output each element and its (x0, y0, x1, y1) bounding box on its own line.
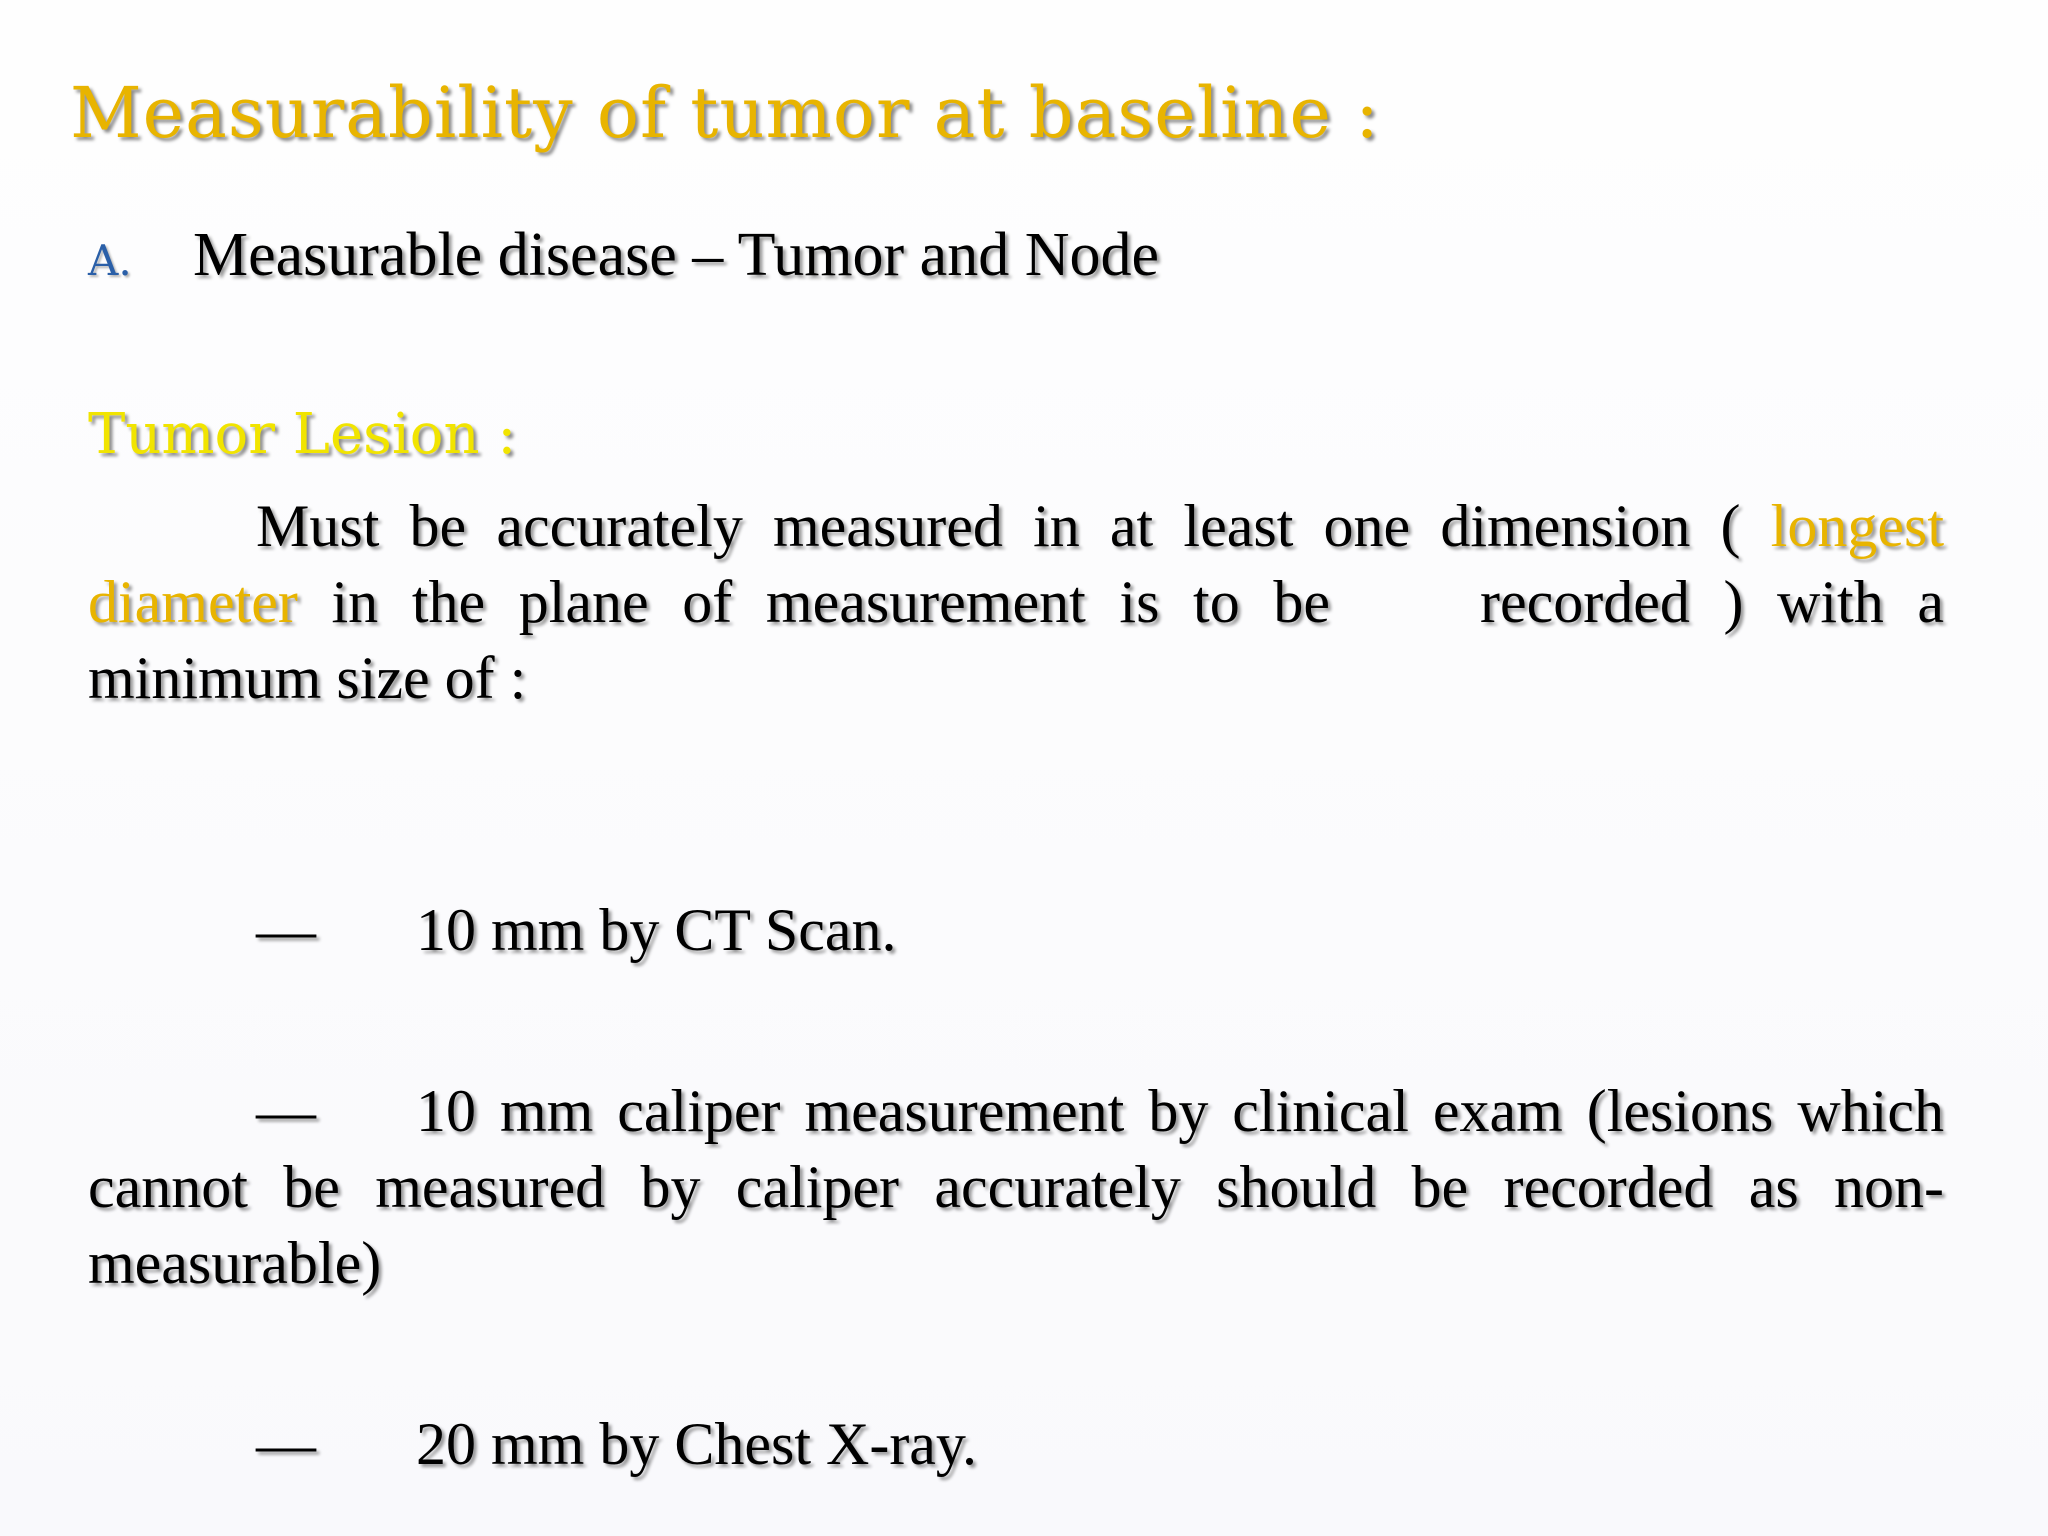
bullet-text: 20 mm by Chest X-ray. (416, 1411, 978, 1477)
bullet-text: 10 mm by CT Scan. (416, 897, 897, 963)
bullet-dash: — (256, 1411, 316, 1477)
bullet-item (88, 1406, 1944, 1482)
section-a-text: Measurable disease – Tumor and Node (193, 221, 1159, 289)
paragraph-highlight: longest diameter (88, 493, 1944, 635)
tumor-lesion-subheading: Tumor Lesion : (88, 402, 517, 467)
paragraph-part1: Must be accurately measured in at least one dimension ( (256, 493, 1771, 559)
bullet-text: 10 mm caliper measurement by clinical exam (lesions which cannot be measured by caliper accurately should be recorded as non-measurable) (88, 1078, 1944, 1296)
paragraph-part3: recorded ) with a minimum size of : (88, 569, 1944, 711)
section-a-heading (88, 220, 1159, 291)
section-a-letter: A. (88, 236, 132, 285)
bullet-dash: — (256, 1078, 316, 1144)
measurement-paragraph (88, 488, 1944, 716)
paragraph-part2: in the plane of measurement is to be (297, 569, 1330, 635)
bullet-item (88, 1073, 1944, 1301)
slide-title: Measurability of tumor at baseline : (70, 72, 1380, 154)
bullet-item (88, 892, 1944, 968)
bullet-dash: — (256, 897, 316, 963)
